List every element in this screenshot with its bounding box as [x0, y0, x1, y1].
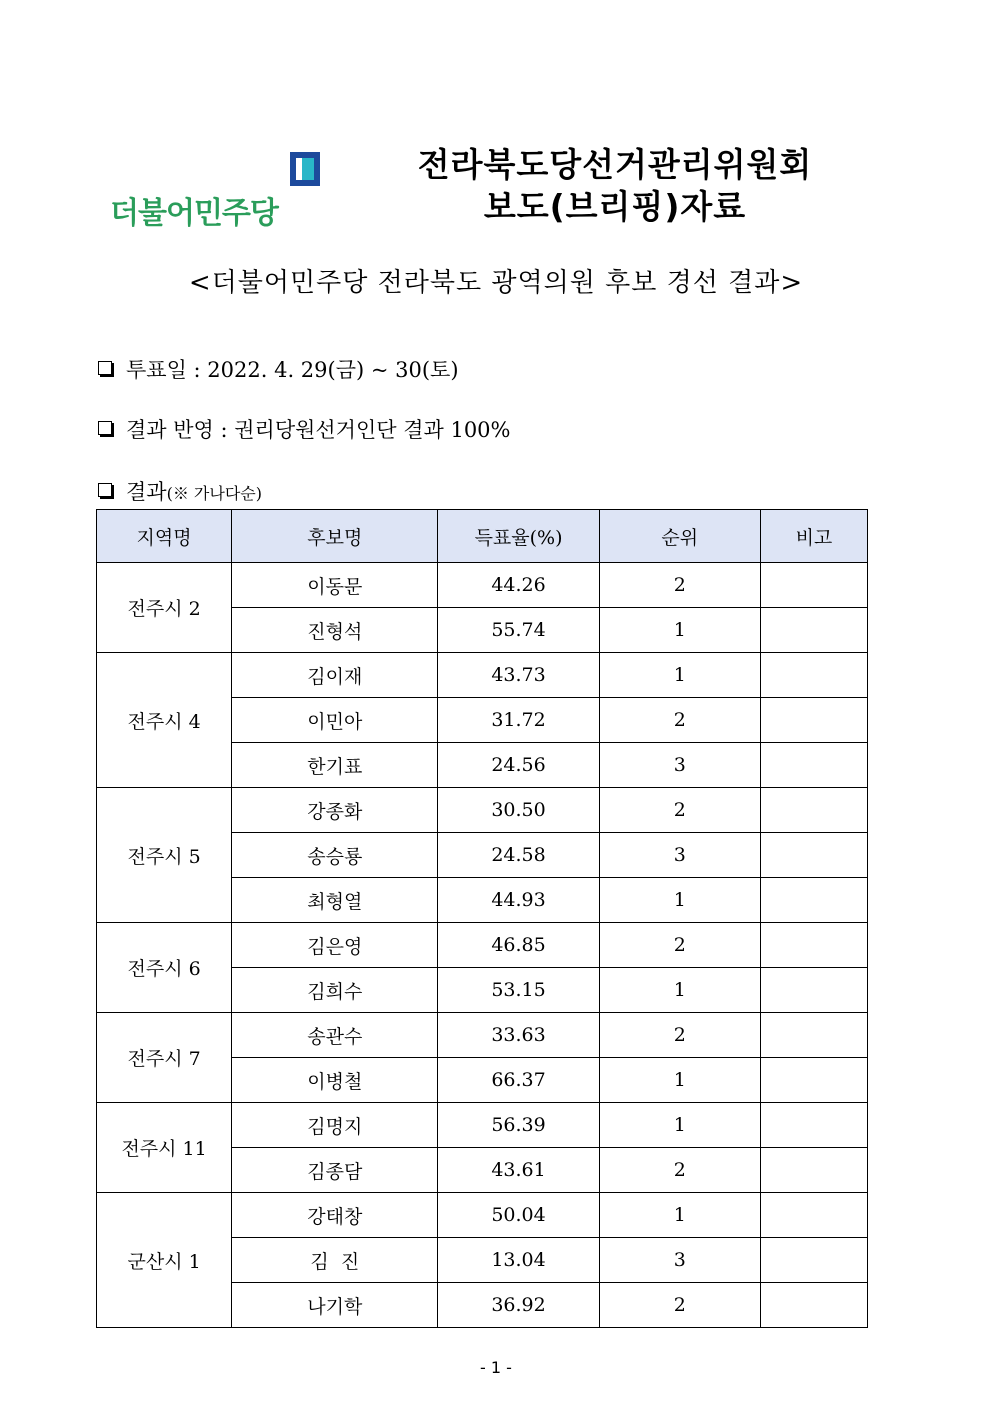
table-row — [97, 1193, 868, 1238]
table-row — [97, 653, 868, 698]
note-cell — [760, 1103, 867, 1148]
table-row — [97, 923, 868, 968]
rank-cell: 2 — [599, 698, 760, 743]
rank-cell: 1 — [599, 1193, 760, 1238]
vote-rate-cell: 43.73 — [438, 653, 599, 698]
note-cell — [760, 608, 867, 653]
rank-cell: 1 — [599, 653, 760, 698]
document-subtitle: <더불어민주당 전라북도 광역의원 후보 경선 결과> — [188, 268, 804, 298]
header-note: 비고 — [760, 510, 867, 563]
vote-rate-cell: 24.56 — [438, 743, 599, 788]
rank-cell: 3 — [599, 743, 760, 788]
candidate-cell: 이동문 — [232, 563, 438, 608]
note-cell — [760, 1013, 867, 1058]
note-cell — [760, 833, 867, 878]
party-logo-text: 더불어민주당 — [110, 196, 278, 231]
candidate-cell: 김이재 — [232, 653, 438, 698]
vote-rate-cell: 44.93 — [438, 878, 599, 923]
header-region: 지역명 — [97, 510, 232, 563]
vote-rate-cell: 50.04 — [438, 1193, 599, 1238]
note-cell — [760, 1148, 867, 1193]
region-cell: 전주시 2 — [97, 563, 232, 653]
checkbox-bullet-icon — [98, 361, 112, 375]
results-table — [96, 509, 868, 1328]
candidate-cell: 이민아 — [232, 698, 438, 743]
page-number: - 1 - — [480, 1358, 512, 1377]
rank-cell: 2 — [599, 1148, 760, 1193]
rank-cell: 1 — [599, 1058, 760, 1103]
vote-date-text: 투표일 : 2022. 4. 29(금) ~ 30(토) — [126, 358, 459, 382]
result-label: 결과 — [126, 480, 167, 504]
rank-cell: 2 — [599, 923, 760, 968]
note-cell — [760, 1238, 867, 1283]
candidate-cell: 이병철 — [232, 1058, 438, 1103]
rank-cell: 2 — [599, 1013, 760, 1058]
table-body — [97, 563, 868, 1328]
vote-rate-cell: 46.85 — [438, 923, 599, 968]
vote-rate-cell: 13.04 — [438, 1238, 599, 1283]
candidate-cell: 나기학 — [232, 1283, 438, 1328]
title-line-1: 전라북도당선거관리위원회 — [417, 145, 813, 184]
result-note: (※ 가나다순) — [166, 484, 262, 503]
candidate-cell: 강종화 — [232, 788, 438, 833]
party-logo-icon — [288, 150, 322, 188]
vote-date-item — [98, 354, 459, 384]
rank-cell: 2 — [599, 788, 760, 833]
region-cell: 전주시 4 — [97, 653, 232, 788]
vote-rate-cell: 43.61 — [438, 1148, 599, 1193]
vote-rate-cell: 44.26 — [438, 563, 599, 608]
vote-rate-cell: 24.58 — [438, 833, 599, 878]
checkbox-bullet-icon — [98, 483, 112, 497]
vote-rate-cell: 53.15 — [438, 968, 599, 1013]
rank-cell: 3 — [599, 833, 760, 878]
note-cell — [760, 698, 867, 743]
vote-rate-cell: 56.39 — [438, 1103, 599, 1148]
candidate-cell: 송승룡 — [232, 833, 438, 878]
table-header-row — [97, 510, 868, 563]
party-logo — [110, 150, 330, 230]
note-cell — [760, 968, 867, 1013]
region-cell: 전주시 6 — [97, 923, 232, 1013]
note-cell — [760, 743, 867, 788]
rank-cell: 2 — [599, 1283, 760, 1328]
header-rank: 순위 — [599, 510, 760, 563]
vote-rate-cell: 66.37 — [438, 1058, 599, 1103]
table-row — [97, 1013, 868, 1058]
note-cell — [760, 1283, 867, 1328]
document-header — [0, 140, 992, 240]
candidate-cell: 김종담 — [232, 1148, 438, 1193]
title-line-2: 보도(브리핑)자료 — [483, 187, 747, 226]
table-row — [97, 788, 868, 833]
note-cell — [760, 563, 867, 608]
organization-title — [400, 144, 830, 228]
candidate-cell: 김은영 — [232, 923, 438, 968]
region-cell: 전주시 11 — [97, 1103, 232, 1193]
region-cell: 전주시 7 — [97, 1013, 232, 1103]
note-cell — [760, 1193, 867, 1238]
candidate-cell: 진형석 — [232, 608, 438, 653]
table-row — [97, 1103, 868, 1148]
rank-cell: 1 — [599, 878, 760, 923]
header-vote-rate: 득표율(%) — [438, 510, 599, 563]
note-cell — [760, 788, 867, 833]
region-cell: 전주시 5 — [97, 788, 232, 923]
table-row — [97, 563, 868, 608]
candidate-cell: 김희수 — [232, 968, 438, 1013]
rank-cell: 3 — [599, 1238, 760, 1283]
note-cell — [760, 1058, 867, 1103]
candidate-cell: 최형열 — [232, 878, 438, 923]
rank-cell: 2 — [599, 563, 760, 608]
candidate-cell: 김 진 — [232, 1238, 438, 1283]
candidate-cell: 김명지 — [232, 1103, 438, 1148]
candidate-cell: 송관수 — [232, 1013, 438, 1058]
rank-cell: 1 — [599, 968, 760, 1013]
rank-cell: 1 — [599, 608, 760, 653]
candidate-cell: 한기표 — [232, 743, 438, 788]
note-cell — [760, 653, 867, 698]
note-cell — [760, 923, 867, 968]
reflection-item — [98, 414, 511, 444]
note-cell — [760, 878, 867, 923]
vote-rate-cell: 33.63 — [438, 1013, 599, 1058]
vote-rate-cell: 55.74 — [438, 608, 599, 653]
vote-rate-cell: 31.72 — [438, 698, 599, 743]
checkbox-bullet-icon — [98, 421, 112, 435]
rank-cell: 1 — [599, 1103, 760, 1148]
candidate-cell: 강태창 — [232, 1193, 438, 1238]
vote-rate-cell: 30.50 — [438, 788, 599, 833]
vote-rate-cell: 36.92 — [438, 1283, 599, 1328]
region-cell: 군산시 1 — [97, 1193, 232, 1328]
reflection-text: 결과 반영 : 권리당원선거인단 결과 100% — [126, 418, 511, 442]
result-item — [98, 476, 262, 506]
header-candidate: 후보명 — [232, 510, 438, 563]
